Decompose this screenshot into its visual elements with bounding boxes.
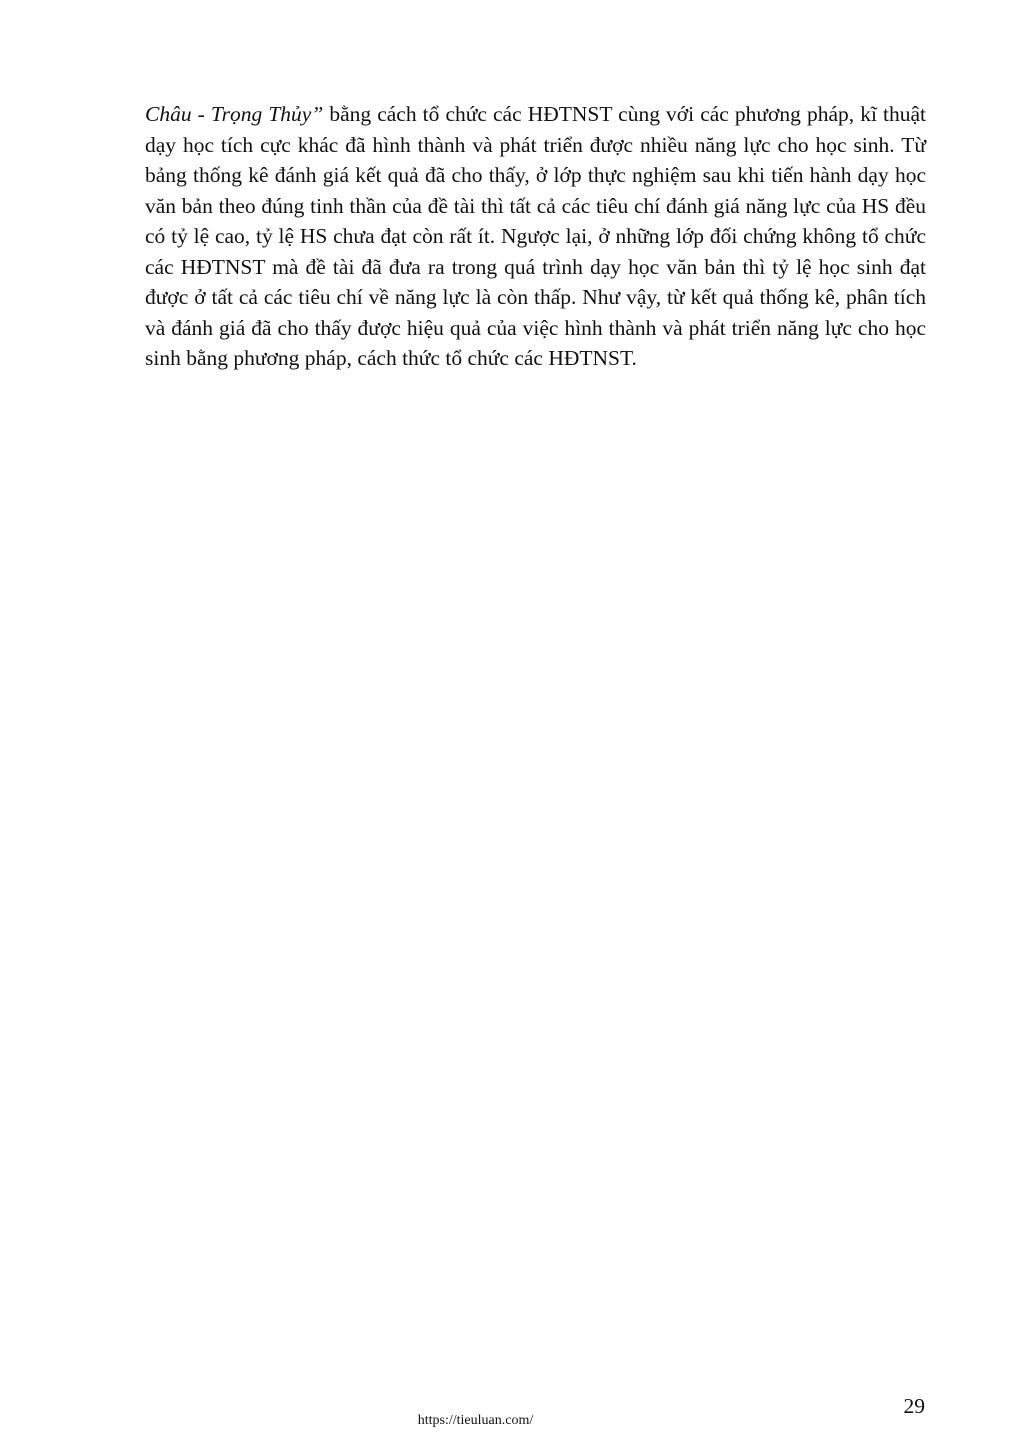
italic-quote-lead: Châu - Trọng Thủy” bbox=[145, 102, 324, 126]
footer bbox=[0, 1412, 1023, 1430]
body-paragraph bbox=[145, 99, 926, 374]
paragraph-text: bằng cách tổ chức các HĐTNST cùng với các phương pháp, kĩ thuật dạy học tích cực khác đã hình thành và phát triển được nhiều năng lực cho học sinh. Từ bảng thống kê đánh giá kết quả đã cho thấy, ở lớp thực nghiệm sau khi tiến hành dạy học văn bản theo đúng tinh thần của đề tài thì tất cả các tiêu chí đánh giá năng lực của HS đều có tỷ lệ cao, tỷ lệ HS chưa đạt còn rất ít. Ngược lại, ở những lớp đối chứng không tổ chức các HĐTNST mà đề tài đã đưa ra trong quá trình dạy học văn bản thì tỷ lệ học sinh đạt được ở tất cả các tiêu chí về năng lực là còn thấp. Như vậy, từ kết quả thống kê, phân tích và đánh giá đã cho thấy được hiệu quả của việc hình thành và phát triển năng lực cho học sinh bằng phương pháp, cách thức tổ chức các HĐTNST. bbox=[145, 102, 926, 370]
footer-url-link[interactable]: https://tieuluan.com/ bbox=[417, 1413, 534, 1428]
page-number: 29 bbox=[903, 1394, 925, 1418]
